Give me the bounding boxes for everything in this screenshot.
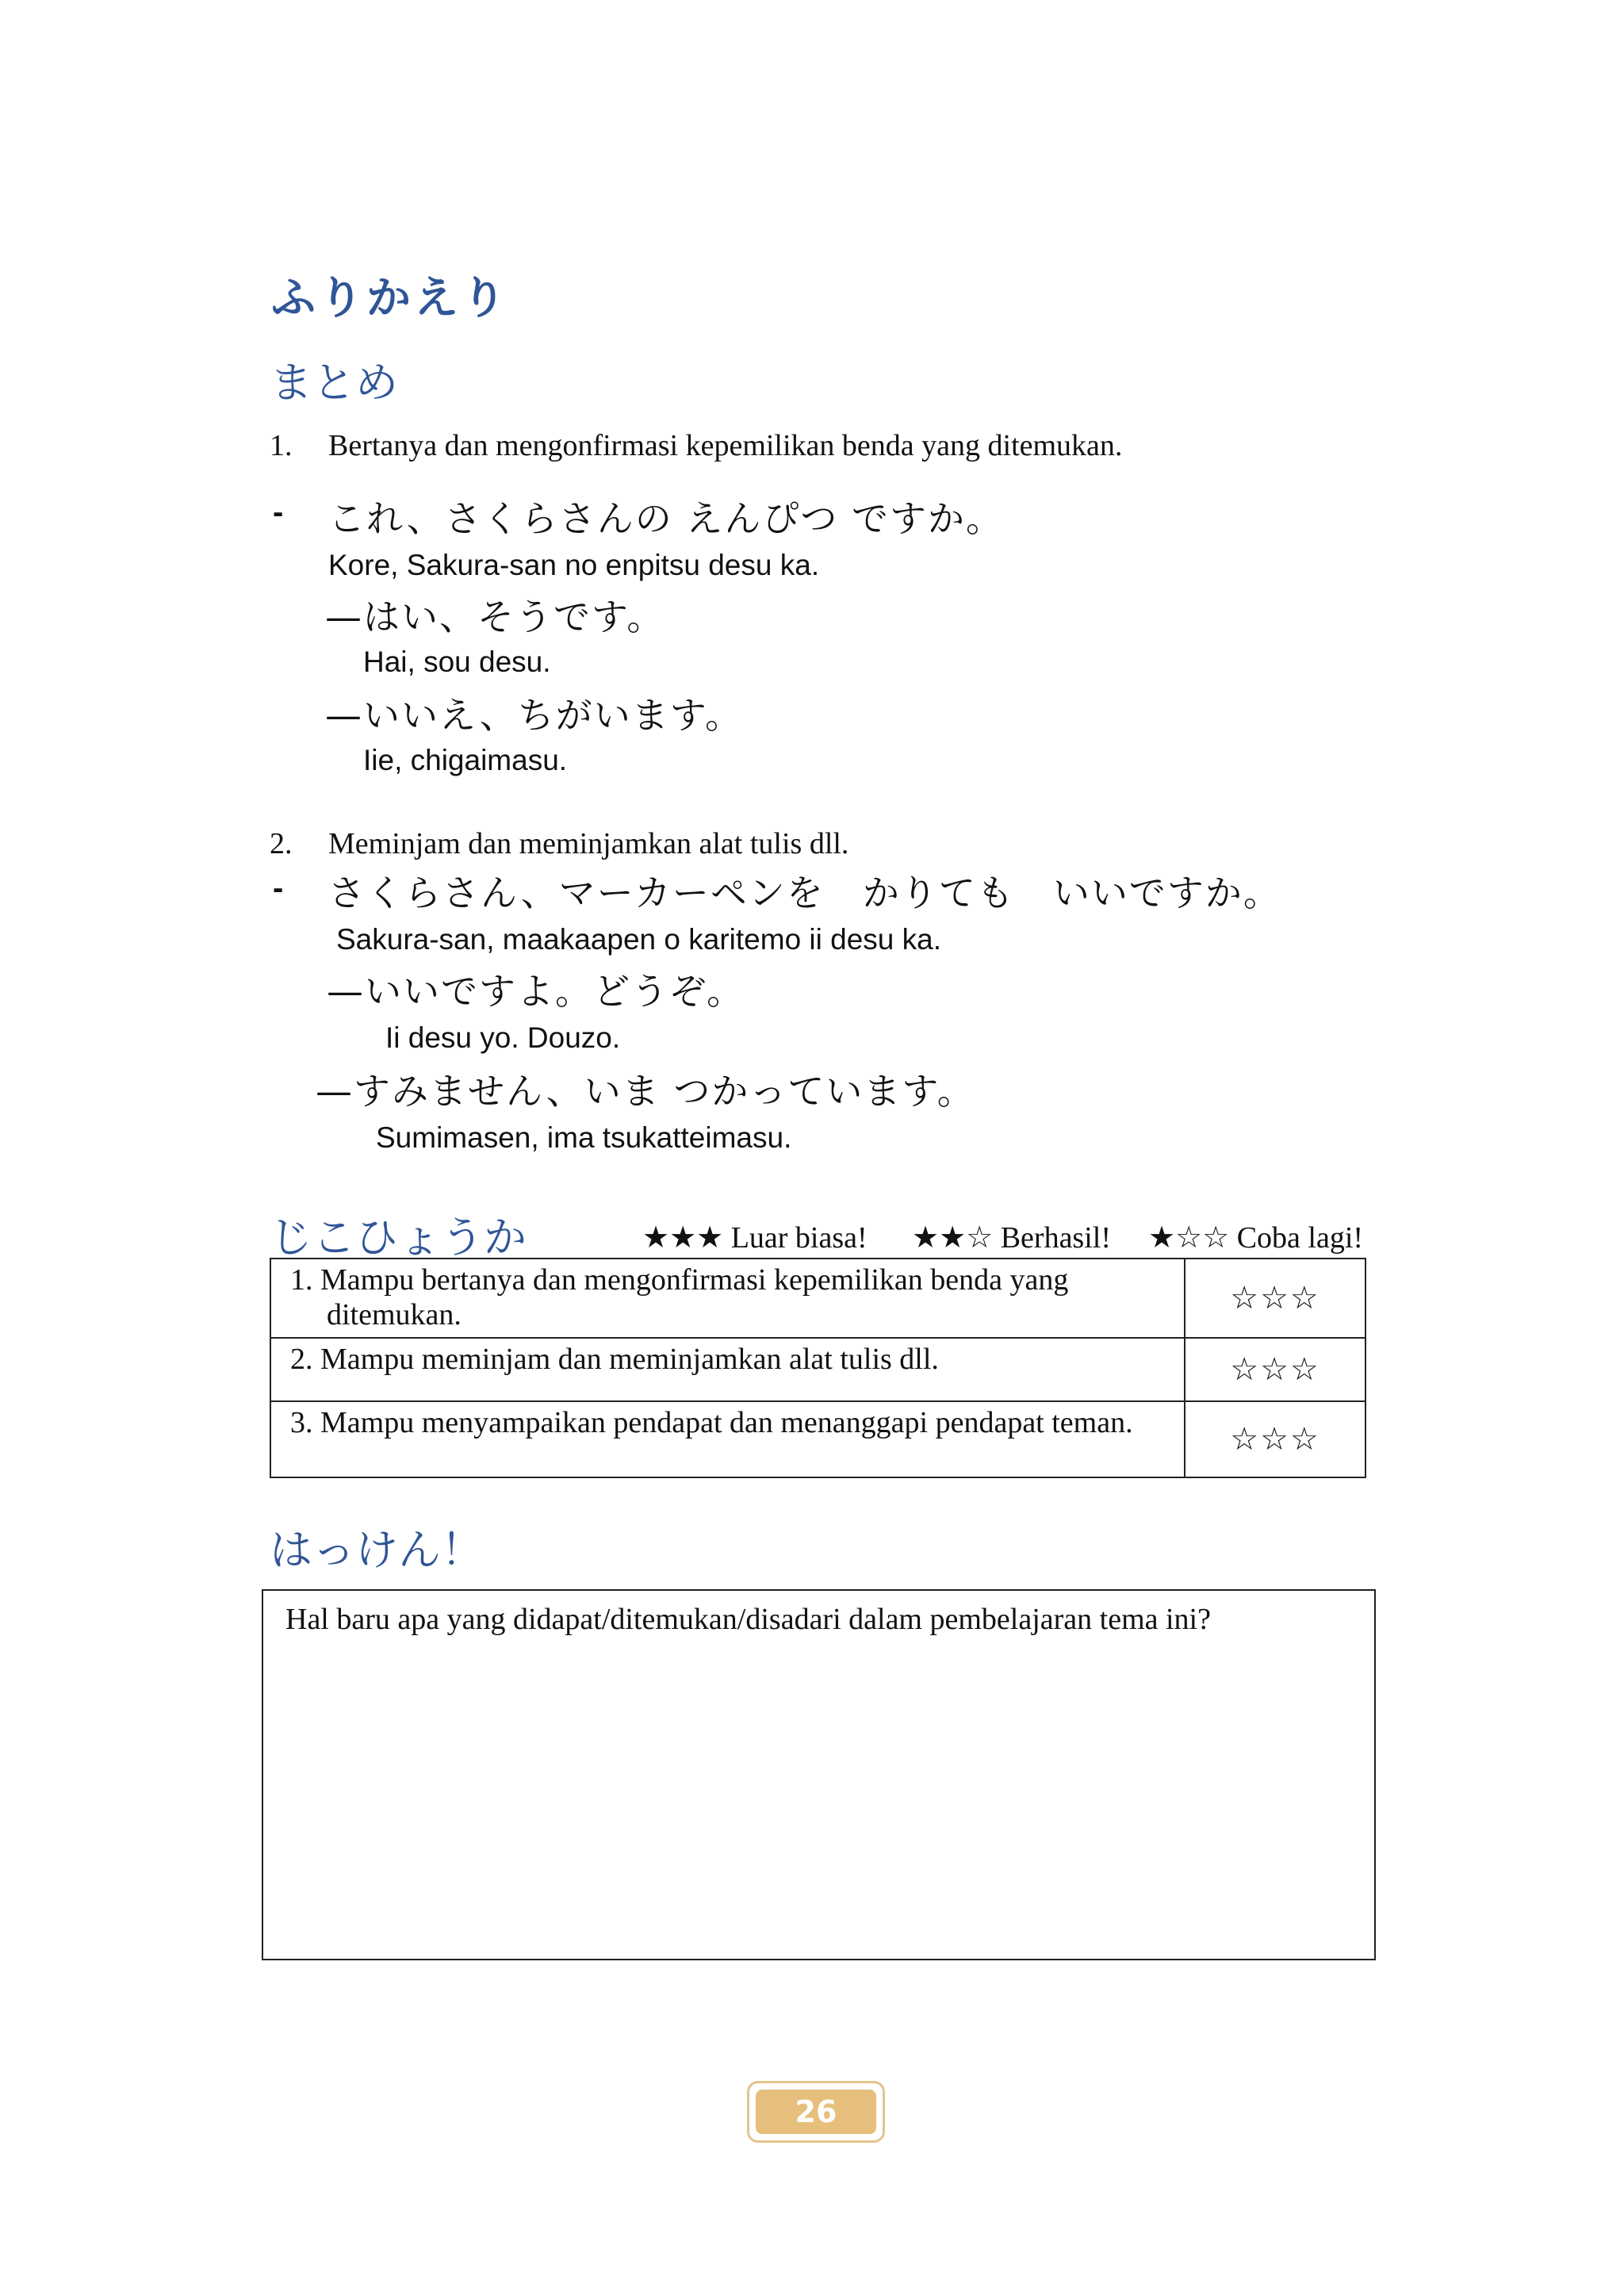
section1-rom-no: Iie, chigaimasu.	[363, 744, 568, 776]
heading-hakken: はっけん！	[270, 1525, 484, 1575]
page-number: 26	[756, 2090, 876, 2134]
section2-rom-no: Sumimasen, ima tsukatteimasu.	[376, 1121, 792, 1154]
evaluation-item-text: 2. Mampu meminjam dan meminjamkan alat tulis dll.	[270, 1338, 1185, 1401]
self-evaluation-table	[270, 1258, 1366, 1478]
heading-matome: まとめ	[270, 358, 398, 408]
section2-rom-question: Sakura-san, maakaapen o karitemo ii desu ka.	[336, 923, 942, 956]
evaluation-star-rating[interactable]: ☆☆☆	[1185, 1401, 1365, 1477]
evaluation-item-text: 3. Mampu menyampaikan pendapat dan menanggapi pendapat teman.	[270, 1401, 1185, 1477]
section1-jp-yes: —はい、そうです。	[325, 596, 665, 638]
section1-title: Bertanya dan mengonfirmasi kepemilikan benda yang ditemukan.	[328, 429, 1123, 462]
section2-jp-yes: —いいですよ。どうぞ。	[327, 970, 745, 1013]
section1-rom-yes: Hai, sou desu.	[363, 646, 551, 678]
legend-excellent: ★★★ Luar biasa!	[642, 1221, 868, 1255]
section2-jp-no: —すみません、いま つかっています。	[316, 1070, 975, 1113]
section1-rom-question: Kore, Sakura-san no enpitsu desu ka.	[328, 549, 820, 581]
heading-furikaeri: ふりかえり	[271, 273, 509, 324]
heading-jikohyouka: じこひょうか	[270, 1213, 527, 1262]
legend-retry: ★☆☆ Coba lagi!	[1148, 1221, 1364, 1255]
section2-bullet: -	[273, 871, 284, 906]
evaluation-item-text: 1. Mampu bertanya dan mengonfirmasi kepemilikan benda yang ditemukan.	[270, 1259, 1185, 1338]
legend-success: ★★☆ Berhasil!	[912, 1221, 1111, 1255]
discovery-answer-box[interactable]	[262, 1589, 1376, 1960]
table-row	[270, 1259, 1365, 1338]
section1-bullet: -	[273, 495, 284, 530]
section2-jp-question: さくらさん、マーカーペンを かりても いいですか。	[328, 872, 1281, 914]
section2-title: Meminjam dan meminjamkan alat tulis dll.	[328, 827, 849, 860]
section1-jp-no: —いいえ、ちがいます。	[325, 694, 744, 737]
section1-jp-question: これ、さくらさんの えんぴつ ですか。	[328, 497, 1005, 540]
evaluation-star-rating[interactable]: ☆☆☆	[1185, 1259, 1365, 1338]
discovery-question: Hal baru apa yang didapat/ditemukan/disadari dalam pembelajaran tema ini?	[285, 1603, 1211, 1636]
section2-rom-yes: Ii desu yo. Douzo.	[385, 1021, 621, 1054]
page-number-badge	[747, 2081, 885, 2143]
evaluation-star-rating[interactable]: ☆☆☆	[1185, 1338, 1365, 1401]
section2-number: 2.	[270, 827, 293, 860]
section1-number: 1.	[270, 429, 293, 462]
table-row	[270, 1338, 1365, 1401]
table-row	[270, 1401, 1365, 1477]
